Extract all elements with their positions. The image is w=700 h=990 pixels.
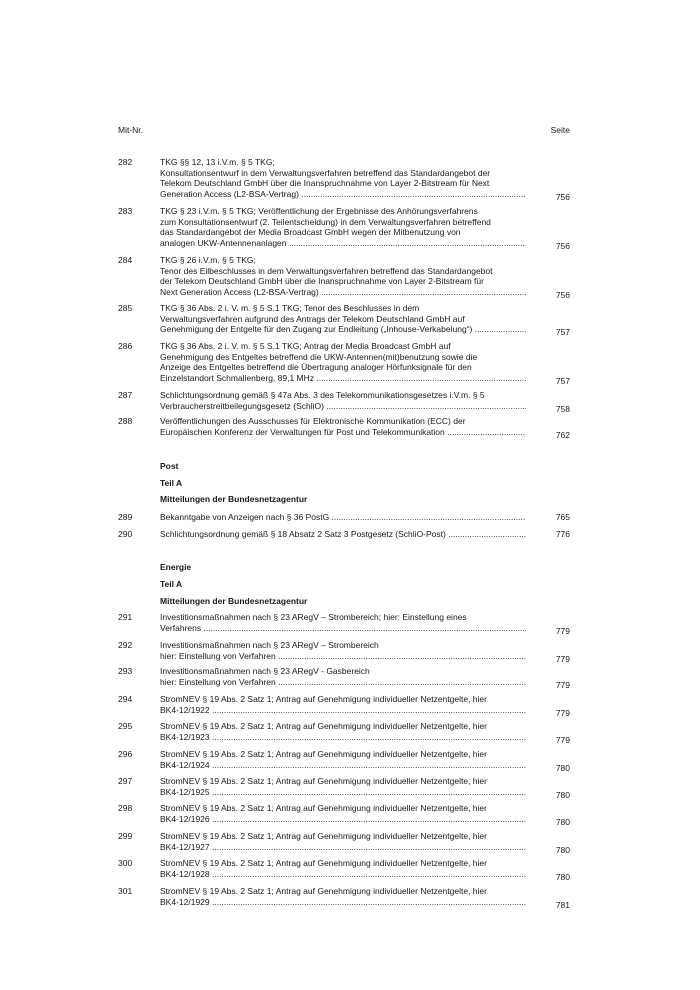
entry-page-number: 780	[555, 816, 570, 827]
entry-title-line: StromNEV § 19 Abs. 2 Satz 1; Antrag auf Genehmigung individueller Netzentgelte, hier	[160, 886, 487, 896]
entry-number: 293	[118, 666, 133, 676]
entry-title-line: hier: Einstellung von Verfahren .....	[160, 651, 526, 662]
entry-title	[160, 831, 526, 852]
entry-page-number: 756	[555, 289, 570, 300]
entry-title-line: Schlichtungsordnung gemäß § 47a Abs. 3 des Telekommunikationsgesetzes i.V.m. § 5	[160, 390, 485, 400]
entry-title-line: Investitionsmaßnahmen nach § 23 ARegV – Strombereich; hier: Einstellung eines	[160, 612, 467, 622]
entry-title-line: der Telekom Deutschland GmbH über die Inanspruchnahme von Layer 2-Bitstream für	[160, 276, 484, 287]
entry-title-line: Schlichtungsordnung gemäß § 18 Absatz 2 Satz 3 Postgesetz (SchliO-Post) .....	[160, 529, 526, 540]
entry-number: 301	[118, 886, 133, 896]
entry-page-number: 758	[555, 403, 570, 414]
entry-title-line: BK4-12/1924 .....	[160, 760, 526, 771]
entry-title-line: StromNEV § 19 Abs. 2 Satz 1; Antrag auf Genehmigung individueller Netzentgelte, hier	[160, 721, 487, 731]
entry-number: 297	[118, 776, 133, 786]
entry-number: 284	[118, 255, 133, 265]
entry-title-line: BK4-12/1922 .....	[160, 705, 526, 716]
entry-title-line: Bekanntgabe von Anzeigen nach § 36 PostG .....	[160, 512, 526, 523]
entry-number: 300	[118, 858, 133, 868]
entry-title	[160, 157, 526, 199]
entry-number: 288	[118, 416, 133, 426]
entry-number: 299	[118, 831, 133, 841]
entry-title-line: StromNEV § 19 Abs. 2 Satz 1; Antrag auf Genehmigung individueller Netzentgelte, hier	[160, 749, 487, 759]
entry-page-number: 779	[555, 679, 570, 690]
entry-page-number: 756	[555, 240, 570, 251]
entry-title	[160, 612, 526, 633]
column-header-number: Mit-Nr.	[118, 125, 144, 135]
entry-title-line: BK4-12/1928 .....	[160, 869, 526, 880]
entry-title-line: Europäischen Konferenz der Verwaltungen für Post und Telekommunikation .....	[160, 427, 526, 438]
entry-title	[160, 694, 526, 715]
entry-title-line: zum Konsultationsentwurf (2. Teilentscheidung) in dem Verwaltungsverfahren betreffend	[160, 216, 491, 227]
section-teil-post: Teil A	[160, 478, 183, 488]
entry-page-number: 779	[555, 653, 570, 664]
entry-title-line: Anzeige des Entgeltes betreffend die Übertragung analoger Hörfunksignale für den	[160, 362, 472, 373]
entry-page-number: 756	[555, 191, 570, 202]
entry-title	[160, 512, 526, 523]
entry-title-line: StromNEV § 19 Abs. 2 Satz 1; Antrag auf Genehmigung individueller Netzentgelte, hier	[160, 858, 487, 868]
entry-number: 291	[118, 612, 133, 622]
entry-page-number: 779	[555, 625, 570, 636]
entry-page-number: 762	[555, 429, 570, 440]
entry-title	[160, 529, 526, 540]
entry-page-number: 779	[555, 734, 570, 745]
entry-page-number: 765	[555, 512, 570, 522]
entry-title-line: Genehmigung der Entgelte für den Zugang zur Endleitung („Inhouse-Verkabelung“) .....	[160, 324, 526, 335]
entry-title-line: hier: Einstellung von Verfahren .....	[160, 677, 526, 688]
entry-title-line: TKG § 36 Abs. 2 i. V. m. § 5 S.1 TKG; Tenor des Beschlusses in dem	[160, 303, 420, 313]
entry-number: 296	[118, 749, 133, 759]
entry-title-line: Verwaltungsverfahren aufgrund des Antrags der Telekom Deutschland GmbH auf	[160, 313, 465, 324]
entry-title	[160, 303, 526, 335]
entry-title	[160, 206, 526, 248]
entry-title-line: Konsultationsentwurf in dem Verwaltungsverfahren betreffend das Standardangebot der	[160, 167, 491, 178]
entry-title	[160, 776, 526, 797]
entry-title	[160, 858, 526, 879]
entry-title-line: StromNEV § 19 Abs. 2 Satz 1; Antrag auf Genehmigung individueller Netzentgelte, hier	[160, 831, 487, 841]
entry-number: 287	[118, 390, 133, 400]
entry-title-line: BK4-12/1927 .....	[160, 842, 526, 853]
entry-title-line: Telekom Deutschland GmbH über die Inanspruchnahme von Layer 2-Bitstream für Next	[160, 178, 490, 189]
entry-page-number: 780	[555, 762, 570, 773]
entry-number: 289	[118, 512, 133, 522]
entry-number: 290	[118, 529, 133, 539]
entry-title-line: TKG § 36 Abs. 2 i. V. m. § 5 S.1 TKG; Antrag der Media Broadcast GmbH auf	[160, 341, 451, 351]
entry-page-number: 780	[555, 871, 570, 882]
entry-title	[160, 341, 526, 383]
entry-title-line: Verbraucherstreitbeilegungsgesetz (SchliO) .....	[160, 401, 526, 412]
entry-title-line: Investitionsmaßnahmen nach § 23 ARegV - Gasbereich	[160, 666, 370, 676]
entry-title-line: BK4-12/1925 .....	[160, 787, 526, 798]
entry-page-number: 779	[555, 707, 570, 718]
entry-page-number: 780	[555, 789, 570, 800]
column-header-page: Seite	[550, 125, 570, 135]
entry-title-line: BK4-12/1926 .....	[160, 814, 526, 825]
entry-title-line: Genehmigung des Entgeltes betreffend die UKW-Antennen(mit)benutzung sowie die	[160, 351, 478, 362]
entry-title	[160, 803, 526, 824]
entry-title-line: StromNEV § 19 Abs. 2 Satz 1; Antrag auf Genehmigung individueller Netzentgelte, hier	[160, 803, 487, 813]
entry-title-line: das Standardangebot der Media Broadcast GmbH wegen der Mitbenutzung von	[160, 227, 461, 238]
entry-title-line: Veröffentlichungen des Ausschusses für Elektronische Kommunikation (ECC) der	[160, 416, 466, 426]
entry-title	[160, 416, 526, 437]
entry-number: 285	[118, 303, 133, 313]
entry-title-line: TKG § 26 i.V.m. § 5 TKG;	[160, 255, 256, 265]
section-teil-energie: Teil A	[160, 579, 183, 589]
entry-title-line: Einzelstandort Schmallenberg, 89,1 MHz .....	[160, 373, 526, 384]
entry-title-line: Next Generation Access (L2-BSA-Vertrag) .....	[160, 287, 526, 298]
entry-title-line: Verfahrens .....	[160, 623, 526, 634]
section-sub-energie: Mitteilungen der Bundesnetzagentur	[160, 596, 308, 606]
entry-number: 292	[118, 640, 133, 650]
entry-page-number: 781	[555, 899, 570, 910]
section-sub-post: Mitteilungen der Bundesnetzagentur	[160, 494, 308, 504]
entry-title-line: TKG § 23 i.V.m. § 5 TKG; Veröffentlichung der Ergebnisse des Anhörungsverfahrens	[160, 206, 478, 216]
entry-page-number: 776	[555, 529, 570, 539]
section-title-energie: Energie	[160, 562, 192, 572]
entry-title-line: Tenor des Eilbeschlusses in dem Verwaltungsverfahren betreffend das Standardangebot	[160, 265, 493, 276]
entry-number: 283	[118, 206, 133, 216]
entry-number: 295	[118, 721, 133, 731]
entry-number: 282	[118, 157, 133, 167]
entry-title-line: Investitionsmaßnahmen nach § 23 ARegV – Strombereich	[160, 640, 379, 650]
entry-title-line: StromNEV § 19 Abs. 2 Satz 1; Antrag auf Genehmigung individueller Netzentgelte, hier	[160, 776, 487, 786]
entry-title	[160, 749, 526, 770]
entry-page-number: 757	[555, 375, 570, 386]
entry-title-line: TKG §§ 12, 13 i.V.m. § 5 TKG;	[160, 157, 275, 167]
section-title-post: Post	[160, 461, 179, 471]
entry-number: 286	[118, 341, 133, 351]
entry-title-line: BK4-12/1929 .....	[160, 897, 526, 908]
entry-page-number: 757	[555, 327, 570, 338]
entry-title	[160, 255, 526, 297]
entry-title	[160, 721, 526, 742]
entry-title	[160, 666, 526, 687]
entry-number: 294	[118, 694, 133, 704]
entry-title	[160, 640, 526, 661]
entry-page-number: 780	[555, 844, 570, 855]
entry-title-line: Generation Access (L2-BSA-Vertrag) .....	[160, 189, 526, 200]
entry-title-line: analogen UKW-Antennenanlagen .....	[160, 238, 526, 249]
entry-title	[160, 886, 526, 907]
entry-title-line: StromNEV § 19 Abs. 2 Satz 1; Antrag auf Genehmigung individueller Netzentgelte, hier	[160, 694, 487, 704]
entry-title-line: BK4-12/1923 .....	[160, 732, 526, 743]
entry-number: 298	[118, 803, 133, 813]
entry-title	[160, 390, 526, 411]
